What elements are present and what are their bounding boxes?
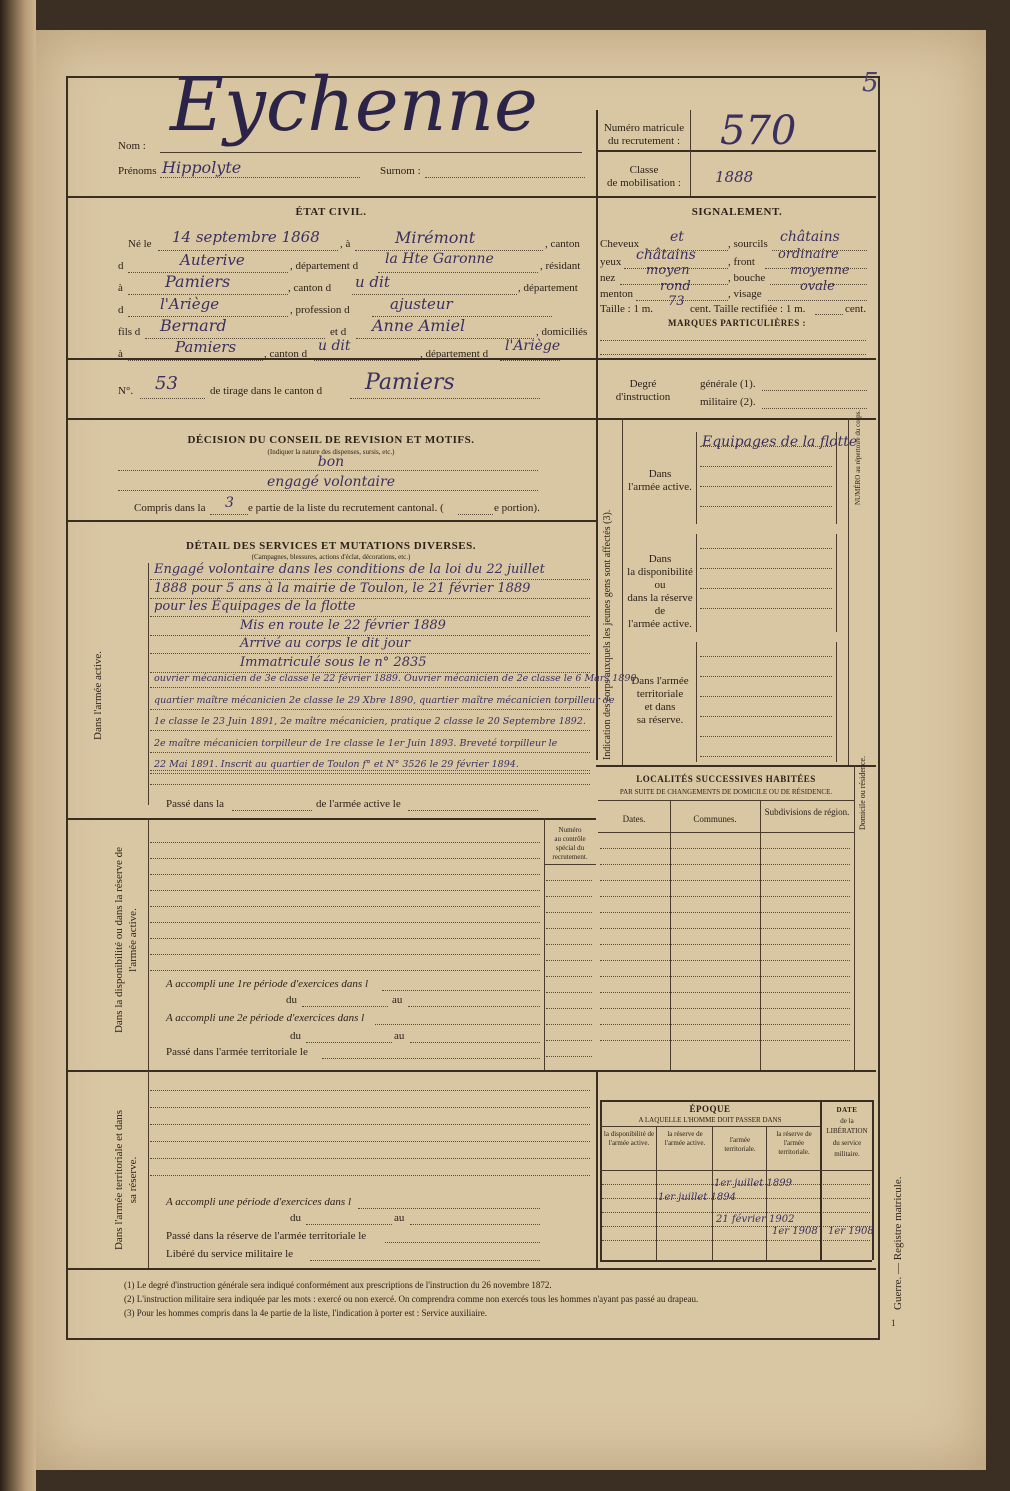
matricule-value: 570 [720, 108, 797, 154]
services-side-label: Dans l'armée active. [92, 650, 104, 740]
corner-mark: 5 [862, 68, 879, 98]
profession-value: ajusteur [390, 295, 453, 313]
service-line: Arrivé au corps le dit jour [240, 636, 411, 651]
prenoms-value: Hippolyte [162, 158, 242, 177]
service-line: ouvrier mécanicien de 3e classe le 22 février 1889. Ouvrier mécanicien de 2e classe le 6 Mars 1890 [154, 673, 637, 684]
epoque-liberation: 1er 1908 [828, 1226, 874, 1237]
classe-label: Classe [629, 164, 659, 176]
taille-value: 73 [668, 294, 685, 309]
birth-date: 14 septembre 1868 [172, 228, 320, 246]
tirage-canton: Pamiers [365, 370, 455, 395]
service-line: Immatriculé sous le n° 2835 [240, 654, 427, 670]
epoque-res-terr: 1er 1908 [772, 1226, 818, 1237]
reserve-side-label: Dans la disponibilité ou dans la réserve de l'armée active. [113, 846, 139, 1034]
surnom-label: Surnom : [380, 165, 421, 177]
decision-line-2: engagé volontaire [267, 474, 395, 490]
territoriale-side-label: Dans l'armée territoriale et dans sa réserve. [113, 1109, 139, 1251]
service-line: Engagé volontaire dans les conditions de la loi du 22 juillet [154, 562, 545, 577]
service-line: 22 Mai 1891. Inscrit au quartier de Toulon f° et N° 3526 le 29 février 1894. [154, 759, 519, 770]
classe-value: 1888 [715, 168, 754, 186]
decision-title: DÉCISION DU CONSEIL DE REVISION ET MOTIFS. [187, 434, 475, 446]
service-line: Mis en route le 22 février 1889 [240, 617, 446, 633]
birth-place: Mirémont [395, 228, 476, 247]
nom-value: Eychenne [170, 62, 538, 148]
epoque-terr: 21 février 1902 [716, 1214, 795, 1225]
note-3: (3) Pour les hommes compris dans la 4e partie de la liste, l'indication à porter est : Service auxiliaire. [124, 1308, 488, 1318]
mother-name: Anne Amiel [372, 316, 466, 335]
registre-label: Guerre. — Registre matricule. [892, 1176, 904, 1310]
book-binding [0, 0, 36, 1491]
affectation-side-label: Indication des corps auxquels les jeunes gens sont affectés (3). [602, 509, 613, 760]
epoque-reserve: 1er juillet 1899 [714, 1178, 792, 1189]
note-2: (2) L'instruction militaire sera indiquée par les mots : exercé ou non exercé. On comprendra comme non exercés tous les hommes n'ayant pas passé au drapeau. [124, 1294, 699, 1304]
nom-label: Nom : [118, 140, 146, 152]
note-1: (1) Le degré d'instruction générale sera indiqué conformément aux prescriptions de l'instruction du 26 novembre 1872. [124, 1280, 552, 1290]
service-line: quartier maître mécanicien 2e classe le 29 Xbre 1890, quartier maître mécanicien torpilleur de [154, 694, 615, 706]
epoque-dispo: 1er juillet 1894 [658, 1192, 736, 1203]
father-name: Bernard [160, 316, 227, 335]
service-line: 1e classe le 23 Juin 1891, 2e maître mécanicien, pratique 2 classe le 20 Septembre 1892. [154, 716, 586, 727]
localites-title: LOCALITÉS SUCCESSIVES HABITÉES [636, 774, 816, 784]
decision-line-1: bon [317, 454, 345, 470]
matricule-label: Numéro matricule [603, 122, 685, 134]
service-line: 1888 pour 5 ans à la mairie de Toulon, le 21 février 1889 [154, 580, 531, 596]
tirage-number: 53 [155, 373, 178, 394]
prenoms-label: Prénoms [118, 165, 157, 177]
services-title: DÉTAIL DES SERVICES ET MUTATIONS DIVERSES. [186, 540, 476, 552]
service-line: 2e maître mécanicien torpilleur de 1re classe le 1er Juin 1893. Breveté torpilleur le [154, 737, 558, 749]
service-line: pour les Équipages de la flotte [154, 599, 356, 614]
etat-civil-title: ÉTAT CIVIL. [295, 206, 367, 218]
signalement-title: SIGNALEMENT. [691, 206, 783, 218]
affectation-value: Equipages de la flotte [702, 434, 858, 450]
